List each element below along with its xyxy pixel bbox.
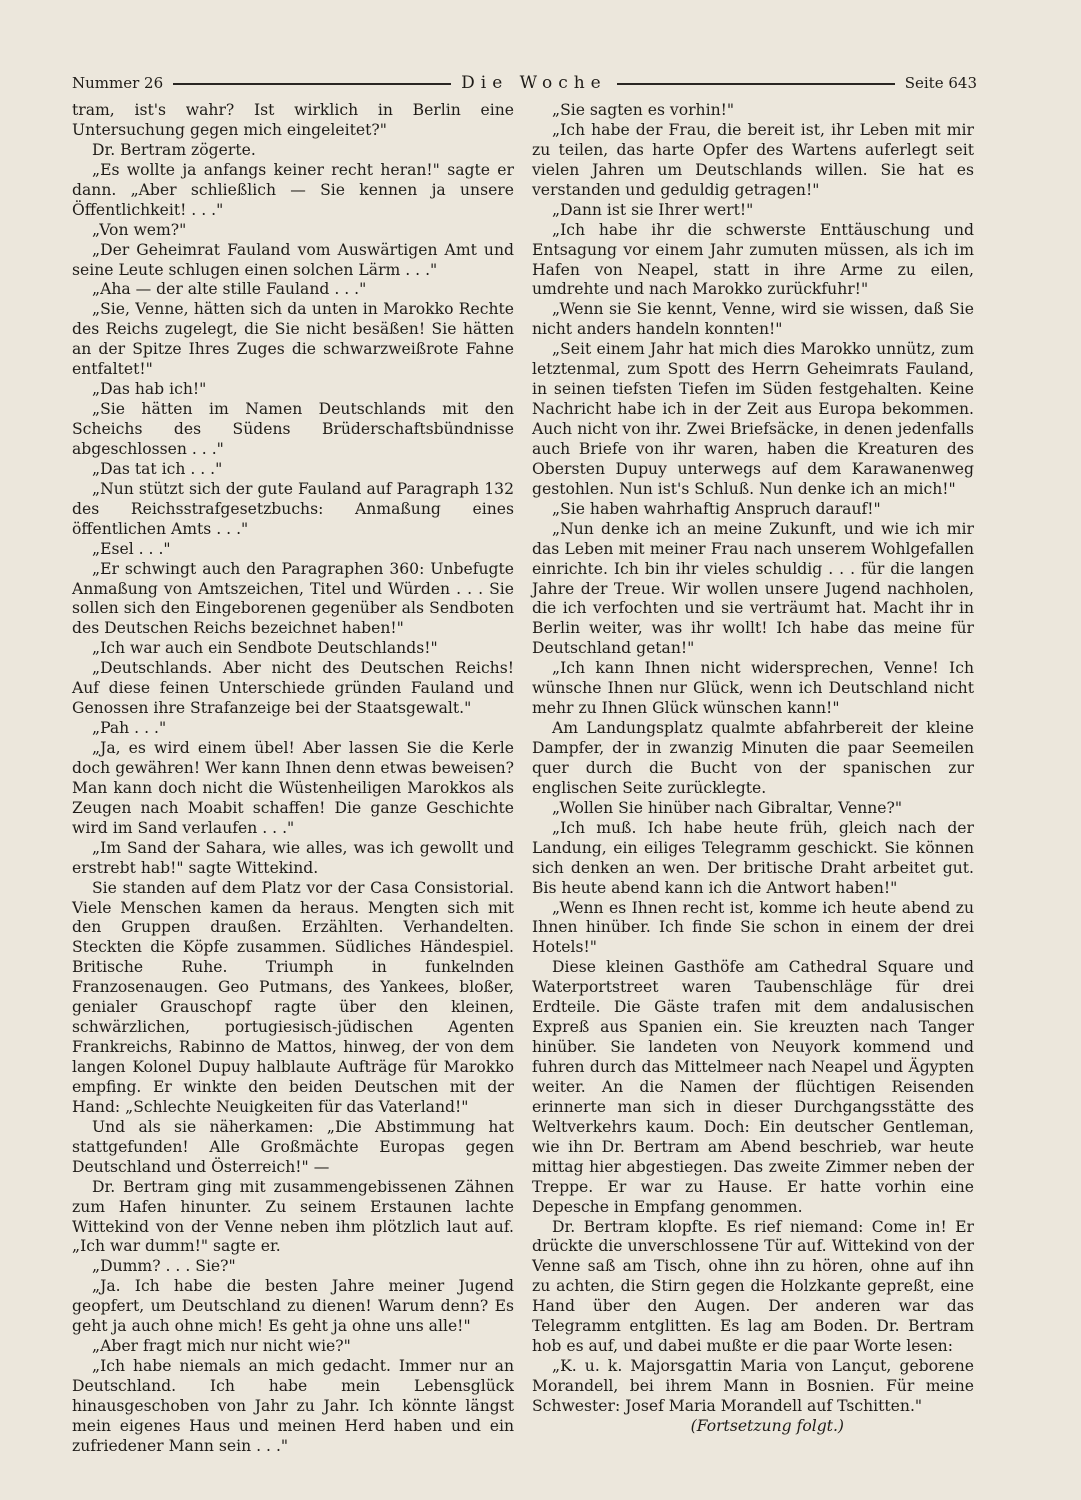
- paragraph: „Aber fragt mich nur nicht wie?": [92, 1337, 351, 1356]
- page-header: [72, 70, 977, 96]
- paragraph: „Ich war auch ein Sendbote Deutschlands!": [92, 639, 438, 658]
- paragraph: Diese kleinen Gasthöfe am Cathedral Square und Waterportstreet waren Taubenschläge für drei Erdteile. Die Gäste trafen mit dem andalusischen Expreß aus Spanien ein. Sie kreuzten nach Tanger hinüber. Sie landeten von Neuyork kommend und fuhren durch das Mittelmeer nach Neapel und Ägypten weiter. An die Namen der flüchtigen Reisenden erinnerte man sich in dieser Durchgangsstätte des Weltverkehrs kaum. Doch: Ein deutscher Gentleman, wie ihn Dr. Bertram am Abend beschrieb, war heute mittag hier abgestiegen. Das zweite Zimmer neben der Treppe. Er war zu Hause. Er hatte vorhin eine Depesche in Empfang genommen.: [532, 958, 974, 1216]
- right-column: [532, 101, 974, 1437]
- paragraph: „Ich habe niemals an mich gedacht. Immer nur an Deutschland. Ich habe mein Lebensglück hinausgeschoben von Jahr zu Jahr. Ich könnte längst mein eigenes Haus und meinen Herd haben und ein zufriedener Mann sein . . .": [72, 1357, 514, 1455]
- paragraph: „Ich habe ihr die schwerste Enttäuschung und Entsagung vor einem Jahr zumuten müssen, als ich im Hafen von Neapel, statt in ihre Arme zu eilen, umdrehte und nach Marokko zurückfuhr!": [532, 220, 974, 299]
- paragraph: „Esel . . .": [92, 539, 171, 558]
- paragraph: „Er schwingt auch den Paragraphen 360: Unbefugte Anmaßung von Amtszeichen, Titel und Würden . . . Sie sollen sich den Eingeborenen gegenüber als Sendboten des Deutschen Reichs bezeichnet haben!": [72, 559, 514, 638]
- paragraph: „K. u. k. Majorsgattin Maria von Lançut, geborene Morandell, bei ihrem Mann in Bosnien. Für meine Schwester: Josef Maria Morandell auf Tschitten.": [532, 1357, 974, 1415]
- header-rule-right: [617, 83, 895, 85]
- paragraph: „Ich habe der Frau, die bereit ist, ihr Leben mit mir zu teilen, das harte Opfer des Wartens auferlegt seit vielen Jahren um Deutschlands willen. Sie hat es verstanden und geduldig getragen!": [532, 120, 974, 199]
- paragraph: „Wenn sie Sie kennt, Venne, wird sie wissen, daß Sie nicht anders handeln konnten!": [532, 300, 974, 339]
- paragraph: „Dann ist sie Ihrer wert!": [552, 200, 754, 219]
- paragraph: Und als sie näherkamen: „Die Abstimmung hat stattgefunden! Alle Großmächte Europas gegen Deutschland und Österreich!" —: [72, 1117, 514, 1176]
- issue-number: Nummer 26: [72, 74, 164, 92]
- paragraph: Dr. Bertram ging mit zusammengebissenen Zähnen zum Hafen hinunter. Zu seinem Erstaunen lachte Wittekind von der Venne neben ihm plötzlich laut auf. „Ich war dumm!" sagte er.: [72, 1177, 514, 1256]
- paragraph: „Das hab ich!": [92, 380, 207, 399]
- paragraph: „Nun stützt sich der gute Fauland auf Paragraph 132 des Reichsstrafgesetzbuchs: Anmaßung eines öffentlichen Amts . . .": [72, 479, 514, 538]
- paragraph: „Sie, Venne, hätten sich da unten in Marokko Rechte des Reichs zugelegt, die Sie nicht besäßen! Sie hätten an der Spitze Ihres Zuges die schwarzweißrote Fahne entfaltet!": [72, 300, 514, 379]
- paragraph: „Seit einem Jahr hat mich dies Marokko unnütz, zum letztenmal, zum Spott des Herrn Geheimrats Fauland, in seinen tiefsten Tiefen im Süden festgehalten. Keine Nachricht habe ich in der Zeit aus Europa bekommen. Auch nicht von ihr. Zwei Briefsäcke, in denen jedenfalls auch Briefe von ihr waren, haben die Kreaturen des Obersten Dupuy unterwegs auf dem Karawanenweg gestohlen. Nun ist's Schluß. Nun denke ich an mich!": [532, 340, 974, 498]
- paragraph: „Im Sand der Sahara, wie alles, was ich gewollt und erstrebt hab!" sagte Wittekind.: [72, 838, 514, 877]
- continuation-note: (Fortsetzung folgt.): [690, 1416, 844, 1435]
- header-rule-left: [173, 83, 451, 85]
- magazine-title: Die Woche: [461, 73, 607, 93]
- paragraph: „Pah . . .": [92, 719, 167, 738]
- paragraph: tram, ist's wahr? Ist wirklich in Berlin eine Untersuchung gegen mich eingeleitet?": [72, 101, 514, 139]
- paragraph: Am Landungsplatz qualmte abfahrbereit der kleine Dampfer, der in zwanzig Minuten die paar Seemeilen quer durch die Bucht von der spanischen zur englischen Seite zurücklegte.: [532, 719, 974, 797]
- paragraph: „Es wollte ja anfangs keiner recht heran!" sagte er dann. „Aber schließlich — Sie kennen ja unsere Öffentlichkeit! . . .": [72, 160, 514, 219]
- paragraph: „Ja. Ich habe die besten Jahre meiner Jugend geopfert, um Deutschland zu dienen! Warum denn? Es geht ja auch ohne mich! Es geht ja ohne uns alle!": [72, 1277, 514, 1336]
- paragraph: „Wollen Sie hinüber nach Gibraltar, Venne?": [552, 798, 903, 817]
- paragraph: Sie standen auf dem Platz vor der Casa Consistorial. Viele Menschen kamen da heraus. Mengten sich mit den Gruppen draußen. Erzählten. Verhandelten. Steckten die Köpfe zusammen. Südliches Händespiel. Britische Ruhe. Triumph in funkelnden Franzosenaugen. Geo Putmans, des Yankees, bloßer, genialer Grauschopf ragte über den kleinen, schwärzlichen, portugiesisch-jüdischen Agenten Frankreichs, Rabinno de Mattos, hinweg, der von dem langen Kolonel Dupuy halblaute Aufträge für Marokko empfing. Er winkte den beiden Deutschen mit der Hand: „Schlechte Neuigkeiten für das Vaterland!": [72, 878, 514, 1116]
- paragraph: „Das tat ich . . .": [92, 459, 223, 478]
- paragraph: „Ich kann Ihnen nicht widersprechen, Venne! Ich wünsche Ihnen nur Glück, wenn ich Deutschland nicht mehr zu Ihnen Glück wünschen kann!": [532, 659, 974, 718]
- left-column: [72, 101, 514, 1457]
- paragraph: „Aha — der alte stille Fauland . . .": [92, 280, 367, 299]
- paragraph: „Wenn es Ihnen recht ist, komme ich heute abend zu Ihnen hinüber. Ich finde Sie schon in einem der drei Hotels!": [532, 898, 974, 957]
- paragraph: „Nun denke ich an meine Zukunft, und wie ich mir das Leben mit meiner Frau nach unserem Wohlgefallen einrichte. Ich bin ihr vieles schuldig . . . für die langen Jahre der Treue. Wir wollen unsere Jugend nachholen, die ich verfochten und sie verträumt hat. Macht ihr in Berlin weiter, was ihr wollt! Ich habe das meine für Deutschland getan!": [532, 519, 974, 658]
- paragraph: „Dumm? . . . Sie?": [92, 1257, 236, 1276]
- paragraph: „Sie sagten es vorhin!": [552, 101, 735, 119]
- paragraph: Dr. Bertram zögerte.: [92, 140, 256, 159]
- page-number: Seite 643: [904, 74, 977, 92]
- paragraph: „Der Geheimrat Fauland vom Auswärtigen Amt und seine Leute schlugen einen solchen Lärm . . .": [72, 240, 514, 279]
- paragraph: „Ich muß. Ich habe heute früh, gleich nach der Landung, ein eiliges Telegramm geschickt. Sie können sich denken an wen. Der britische Draht arbeitet gut. Bis heute abend kann ich die Antwort haben!": [532, 818, 974, 897]
- paragraph: „Sie hätten im Namen Deutschlands mit den Scheichs des Südens Brüderschaftsbündnisse abgeschlossen . . .": [72, 400, 514, 458]
- paragraph: Dr. Bertram klopfte. Es rief niemand: Come in! Er drückte die unverschlossene Tür auf. Wittekind von der Venne saß am Tisch, ohne ihn zu hören, ohne auf ihn zu achten, die Stirn gegen die Holzkante gepreßt, eine Hand über den Augen. Der anderen war das Telegramm entglitten. Es lag am Boden. Dr. Bertram hob es auf, und dabei mußte er die paar Worte lesen:: [532, 1217, 974, 1356]
- paragraph: „Ja, es wird einem übel! Aber lassen Sie die Kerle doch gewähren! Wer kann Ihnen denn etwas beweisen? Man kann doch nicht die Wüstenheiligen Marokkos als Zeugen nach Moabit schaffen! Die ganze Geschichte wird im Sand verlaufen . . .": [72, 739, 514, 837]
- paragraph: „Deutschlands. Aber nicht des Deutschen Reichs! Auf diese feinen Unterschiede gründen Fauland und Genossen ihre Strafanzeige bei der Staatsgewalt.": [72, 659, 514, 718]
- paragraph: „Sie haben wahrhaftig Anspruch darauf!": [552, 499, 881, 518]
- paragraph: „Von wem?": [92, 220, 187, 239]
